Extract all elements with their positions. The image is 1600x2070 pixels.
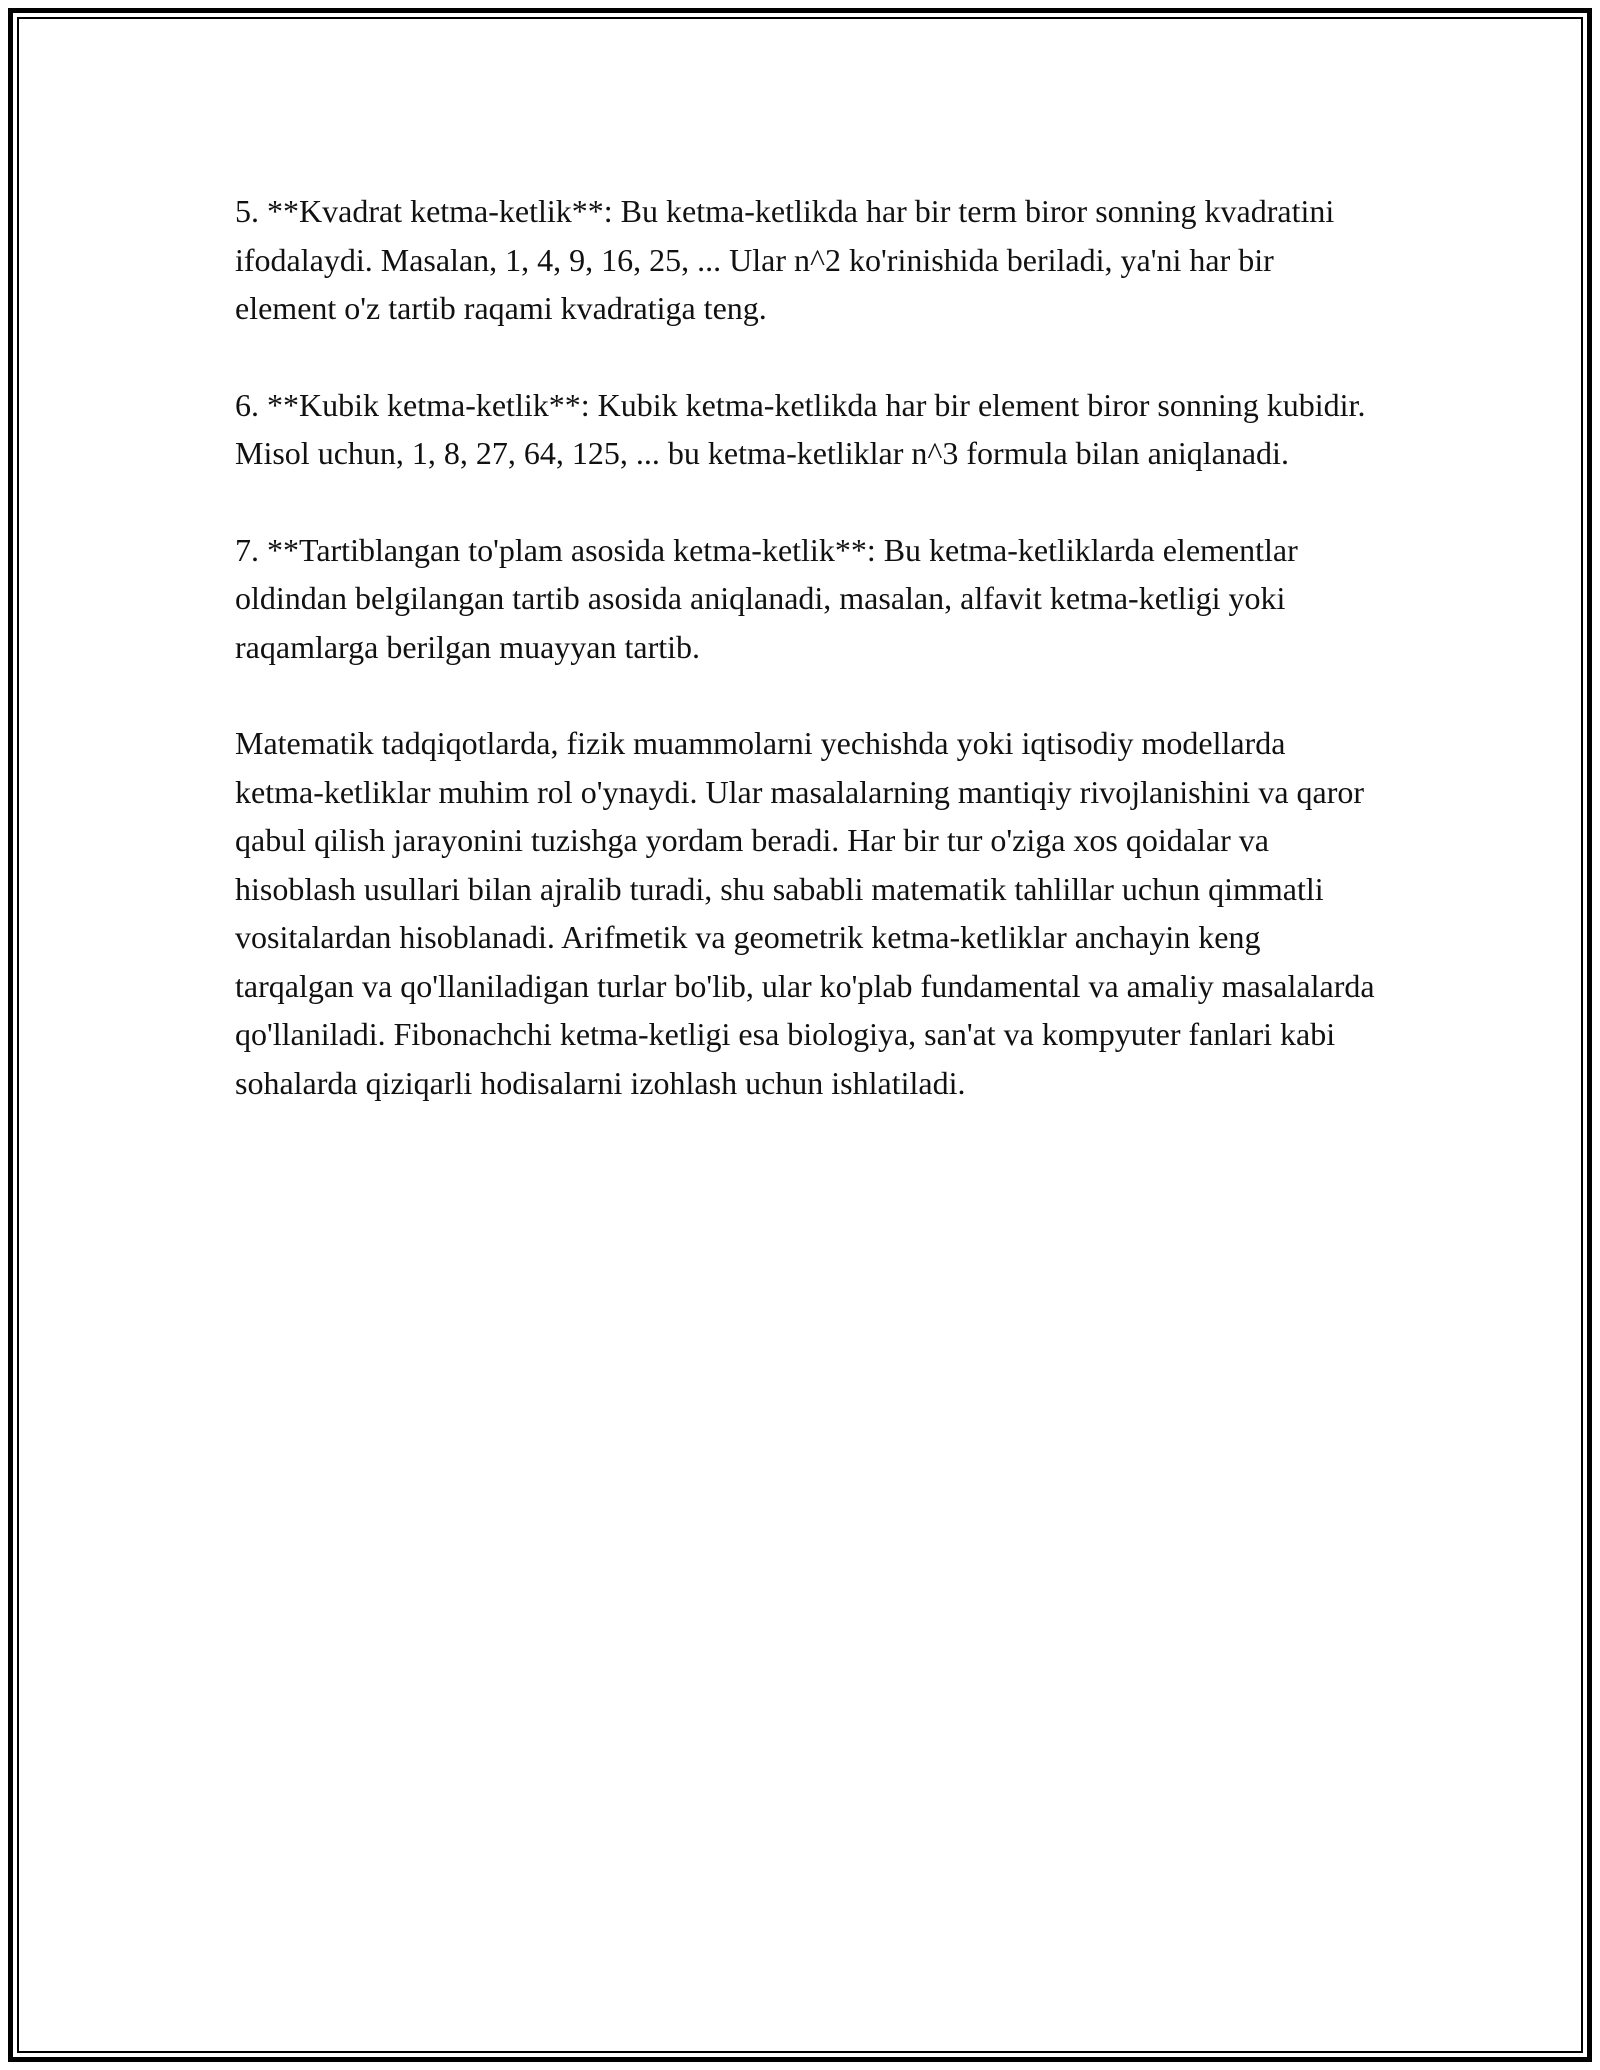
- paragraph-cubic-sequence: 6. **Kubik ketma-ketlik**: Kubik ketma-ketlikda har bir element biror sonning kubidir. Misol uchun, 1, 8, 27, 64, 125, ... bu ketma-ketliklar n^3 formula bilan aniqlanadi.: [235, 386, 1366, 471]
- paragraph-ordered-set-sequence: 7. **Tartiblangan to'plam asosida ketma-ketlik**: Bu ketma-ketliklarda elementlar oldindan belgilangan tartib asosida aniqlanadi, masalan, alfavit ketma-ketligi yoki raqamlarga berilgan muayyan tartib.: [235, 531, 1298, 665]
- paragraph-square-sequence: 5. **Kvadrat ketma-ketlik**: Bu ketma-ketlikda har bir term biror sonning kvadratini ifodalaydi. Masalan, 1, 4, 9, 16, 25, ... Ular n^2 ko'rinishida beriladi, ya'ni har bir element o'z tartib raqami kvadratiga teng.: [235, 193, 1335, 326]
- document-body: [235, 187, 1375, 1155]
- paragraph-conclusion: Matematik tadqiqotlarda, fizik muammolarni yechishda yoki iqtisodiy modellarda ketma-ketliklar muhim rol o'ynaydi. Ular masalalarning mantiqiy rivojlanishini va qaror qabul qilish jarayonini tuzishga yordam beradi. Har bir tur o'ziga xos qoidalar va hisoblash usullari bilan ajralib turadi, shu sababli matematik tahlillar uchun qimmatli vositalardan hisoblanadi. Arifmetik va geometrik ketma-ketliklar anchayin keng tarqalgan va qo'llaniladigan turlar bo'lib, ular ko'plab fundamental va amaliy masalalarda qo'llaniladi. Fibonachchi ketma-ketligi esa biologiya, san'at va kompyuter fanlari kabi sohalarda qiziqarli hodisalarni izohlash uchun ishlatiladi.: [235, 725, 1375, 1101]
